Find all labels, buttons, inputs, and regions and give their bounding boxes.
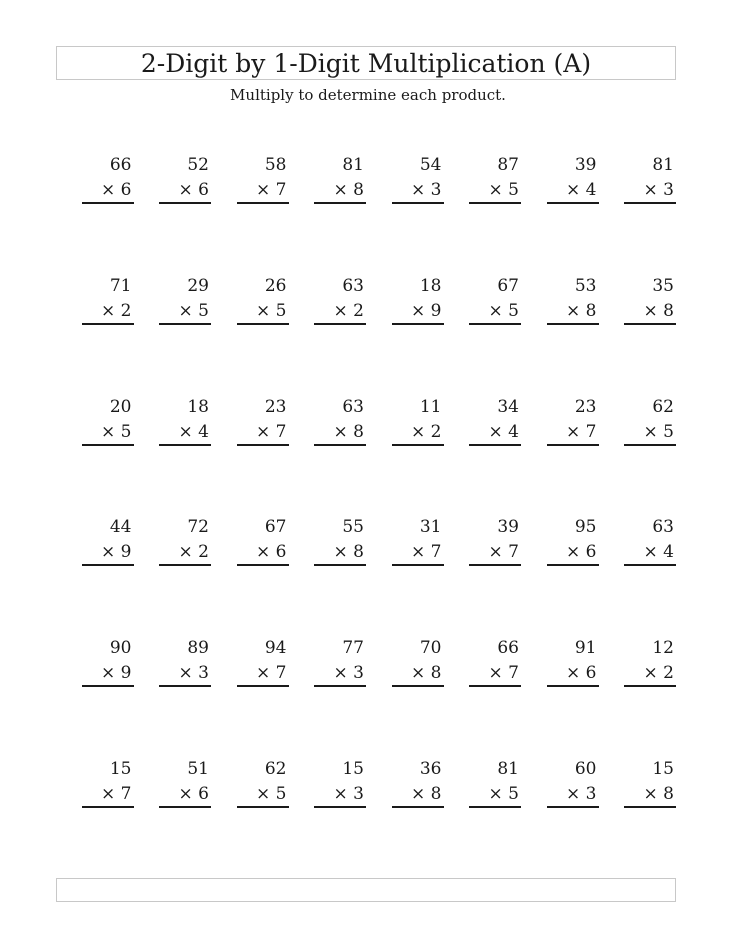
multiplier: × 7: [566, 421, 597, 442]
multiplier: × 5: [488, 180, 519, 200]
problem: [215, 635, 293, 756]
multiplier: × 8: [333, 421, 364, 442]
answer-line: [159, 323, 211, 325]
problem: [370, 273, 448, 394]
problem: [293, 756, 371, 877]
answer-line: [314, 444, 366, 446]
answer-line: [469, 806, 521, 808]
multiplicand: 70: [419, 638, 442, 659]
multiplicand: 18: [419, 275, 442, 296]
multiplicand: 44: [109, 517, 132, 538]
multiplier: × 3: [643, 180, 674, 200]
answer-line: [469, 202, 521, 204]
answer-line: [237, 806, 289, 808]
multiplicand: 12: [652, 638, 674, 659]
problem-row: [60, 273, 680, 394]
problem: [603, 152, 681, 273]
problem: [215, 514, 293, 635]
multiplier: × 5: [178, 300, 209, 321]
problem: [448, 514, 526, 635]
multiplier: × 7: [411, 542, 442, 563]
multiplier: × 7: [101, 783, 132, 804]
answer-line: [392, 323, 444, 325]
answer-line: [624, 564, 676, 566]
answer-line: [314, 202, 366, 204]
multiplier: × 4: [178, 421, 209, 442]
answer-line: [547, 806, 599, 808]
problem: [448, 273, 526, 394]
problem: [293, 152, 371, 273]
problem: [60, 394, 138, 515]
problem: [448, 152, 526, 273]
problem: [138, 394, 216, 515]
answer-line: [392, 685, 444, 687]
answer-line: [469, 444, 521, 446]
multiplicand: 39: [497, 517, 519, 538]
multiplicand: 23: [574, 396, 597, 417]
problem: [293, 273, 371, 394]
problem-grid: [60, 152, 680, 877]
answer-line: [547, 685, 599, 687]
problem-row: [60, 152, 680, 273]
problem-row: [60, 756, 680, 877]
answer-line: [82, 806, 134, 808]
multiplicand: 15: [652, 758, 674, 779]
multiplier: × 3: [411, 180, 442, 200]
answer-line: [547, 202, 599, 204]
multiplier: × 8: [333, 542, 364, 563]
multiplicand: 81: [497, 758, 519, 779]
answer-line: [159, 202, 211, 204]
problem: [215, 394, 293, 515]
multiplicand: 58: [264, 155, 287, 175]
problem: [60, 514, 138, 635]
multiplicand: 52: [187, 155, 209, 175]
problem-row: [60, 635, 680, 756]
problem: [138, 635, 216, 756]
multiplier: × 5: [101, 421, 132, 442]
problem: [215, 273, 293, 394]
answer-line: [624, 323, 676, 325]
multiplier: × 6: [256, 542, 287, 563]
multiplicand: 15: [109, 758, 132, 779]
multiplicand: 91: [574, 638, 597, 659]
answer-line: [624, 806, 676, 808]
title-box: [56, 46, 676, 80]
answer-line: [237, 323, 289, 325]
multiplier: × 7: [488, 542, 519, 563]
multiplicand: 54: [419, 155, 442, 175]
multiplier: × 6: [178, 783, 209, 804]
multiplicand: 26: [264, 275, 287, 296]
multiplier: × 2: [411, 421, 442, 442]
answer-line: [314, 564, 366, 566]
multiplier: × 8: [566, 300, 597, 321]
multiplicand: 89: [187, 638, 209, 659]
multiplier: × 8: [411, 783, 442, 804]
problem: [448, 756, 526, 877]
answer-line: [314, 323, 366, 325]
problem: [293, 635, 371, 756]
multiplier: × 6: [101, 180, 132, 200]
multiplicand: 51: [187, 758, 209, 779]
problem: [138, 152, 216, 273]
answer-line: [624, 444, 676, 446]
answer-line: [82, 323, 134, 325]
multiplicand: 15: [342, 758, 364, 779]
multiplicand: 36: [419, 758, 442, 779]
multiplicand: 66: [109, 155, 132, 175]
multiplier: × 2: [643, 663, 674, 684]
answer-line: [392, 202, 444, 204]
problem: [603, 635, 681, 756]
problem-row: [60, 394, 680, 515]
answer-line: [159, 806, 211, 808]
answer-line: [314, 806, 366, 808]
multiplicand: 29: [187, 275, 209, 296]
multiplier: × 9: [101, 663, 132, 684]
multiplicand: 39: [574, 155, 597, 175]
answer-line: [237, 444, 289, 446]
problem: [60, 635, 138, 756]
multiplier: × 5: [488, 783, 519, 804]
answer-line: [82, 564, 134, 566]
answer-line: [392, 806, 444, 808]
answer-line: [624, 202, 676, 204]
multiplicand: 77: [342, 638, 364, 659]
problem: [525, 756, 603, 877]
multiplicand: 67: [497, 275, 519, 296]
worksheet-subtitle: Multiply to determine each product.: [230, 86, 506, 104]
multiplicand: 53: [574, 275, 597, 296]
problem: [60, 273, 138, 394]
problem: [138, 273, 216, 394]
problem: [370, 394, 448, 515]
multiplicand: 67: [264, 517, 287, 538]
multiplicand: 62: [264, 758, 287, 779]
multiplier: × 7: [488, 663, 519, 684]
multiplier: × 4: [643, 542, 674, 563]
problem: [525, 394, 603, 515]
multiplier: × 8: [333, 180, 364, 200]
problem: [448, 394, 526, 515]
multiplicand: 90: [109, 638, 132, 659]
multiplier: × 9: [411, 300, 442, 321]
multiplier: × 9: [101, 542, 132, 563]
problem: [293, 514, 371, 635]
multiplicand: 20: [109, 396, 132, 417]
answer-line: [159, 564, 211, 566]
problem: [525, 273, 603, 394]
multiplier: × 5: [488, 300, 519, 321]
multiplier: × 5: [256, 783, 287, 804]
problem: [370, 756, 448, 877]
multiplier: × 2: [101, 300, 132, 321]
multiplicand: 63: [342, 275, 364, 296]
problem: [215, 152, 293, 273]
multiplicand: 71: [109, 275, 132, 296]
multiplicand: 60: [574, 758, 597, 779]
problem: [370, 635, 448, 756]
multiplicand: 62: [652, 396, 674, 417]
problem: [603, 514, 681, 635]
multiplicand: 23: [264, 396, 287, 417]
multiplicand: 81: [652, 155, 674, 175]
multiplicand: 81: [342, 155, 364, 175]
answer-line: [237, 685, 289, 687]
multiplicand: 34: [497, 396, 519, 417]
problem: [60, 756, 138, 877]
answer-line: [82, 685, 134, 687]
problem: [525, 635, 603, 756]
multiplier: × 7: [256, 180, 287, 200]
problem: [525, 152, 603, 273]
multiplier: × 2: [333, 300, 364, 321]
multiplier: × 3: [333, 783, 364, 804]
answer-line: [392, 564, 444, 566]
problem: [138, 514, 216, 635]
multiplier: × 6: [566, 663, 597, 684]
multiplier: × 5: [643, 421, 674, 442]
problem: [448, 635, 526, 756]
worksheet-title: 2-Digit by 1-Digit Multiplication (A): [140, 49, 592, 78]
answer-line: [469, 323, 521, 325]
multiplicand: 66: [497, 638, 519, 659]
multiplicand: 63: [652, 517, 674, 538]
multiplicand: 94: [264, 638, 287, 659]
problem: [603, 273, 681, 394]
answer-line: [159, 685, 211, 687]
answer-line: [624, 685, 676, 687]
multiplier: × 5: [256, 300, 287, 321]
multiplier: × 8: [411, 663, 442, 684]
answer-line: [159, 444, 211, 446]
answer-line: [82, 444, 134, 446]
footer-box: [56, 878, 676, 902]
multiplier: × 6: [566, 542, 597, 563]
problem: [370, 152, 448, 273]
multiplicand: 31: [419, 517, 442, 538]
answer-line: [82, 202, 134, 204]
multiplier: × 4: [488, 421, 519, 442]
problem: [293, 394, 371, 515]
answer-line: [469, 685, 521, 687]
answer-line: [547, 564, 599, 566]
answer-line: [469, 564, 521, 566]
answer-line: [237, 202, 289, 204]
multiplicand: 18: [187, 396, 209, 417]
multiplicand: 87: [497, 155, 519, 175]
multiplier: × 4: [566, 180, 597, 200]
multiplier: × 2: [178, 542, 209, 563]
multiplicand: 72: [187, 517, 209, 538]
problem: [215, 756, 293, 877]
problem-row: [60, 514, 680, 635]
multiplicand: 55: [342, 517, 364, 538]
multiplicand: 11: [419, 396, 442, 417]
multiplicand: 35: [652, 275, 674, 296]
answer-line: [392, 444, 444, 446]
multiplicand: 63: [342, 396, 364, 417]
multiplier: × 3: [178, 663, 209, 684]
problem: [370, 514, 448, 635]
answer-line: [314, 685, 366, 687]
multiplier: × 8: [643, 783, 674, 804]
problem: [138, 756, 216, 877]
multiplier: × 8: [643, 300, 674, 321]
problem: [603, 394, 681, 515]
answer-line: [547, 323, 599, 325]
multiplicand: 95: [574, 517, 597, 538]
problem: [60, 152, 138, 273]
multiplier: × 3: [333, 663, 364, 684]
multiplier: × 7: [256, 421, 287, 442]
problem: [603, 756, 681, 877]
multiplier: × 3: [566, 783, 597, 804]
answer-line: [547, 444, 599, 446]
answer-line: [237, 564, 289, 566]
multiplier: × 7: [256, 663, 287, 684]
multiplier: × 6: [178, 180, 209, 200]
problem: [525, 514, 603, 635]
